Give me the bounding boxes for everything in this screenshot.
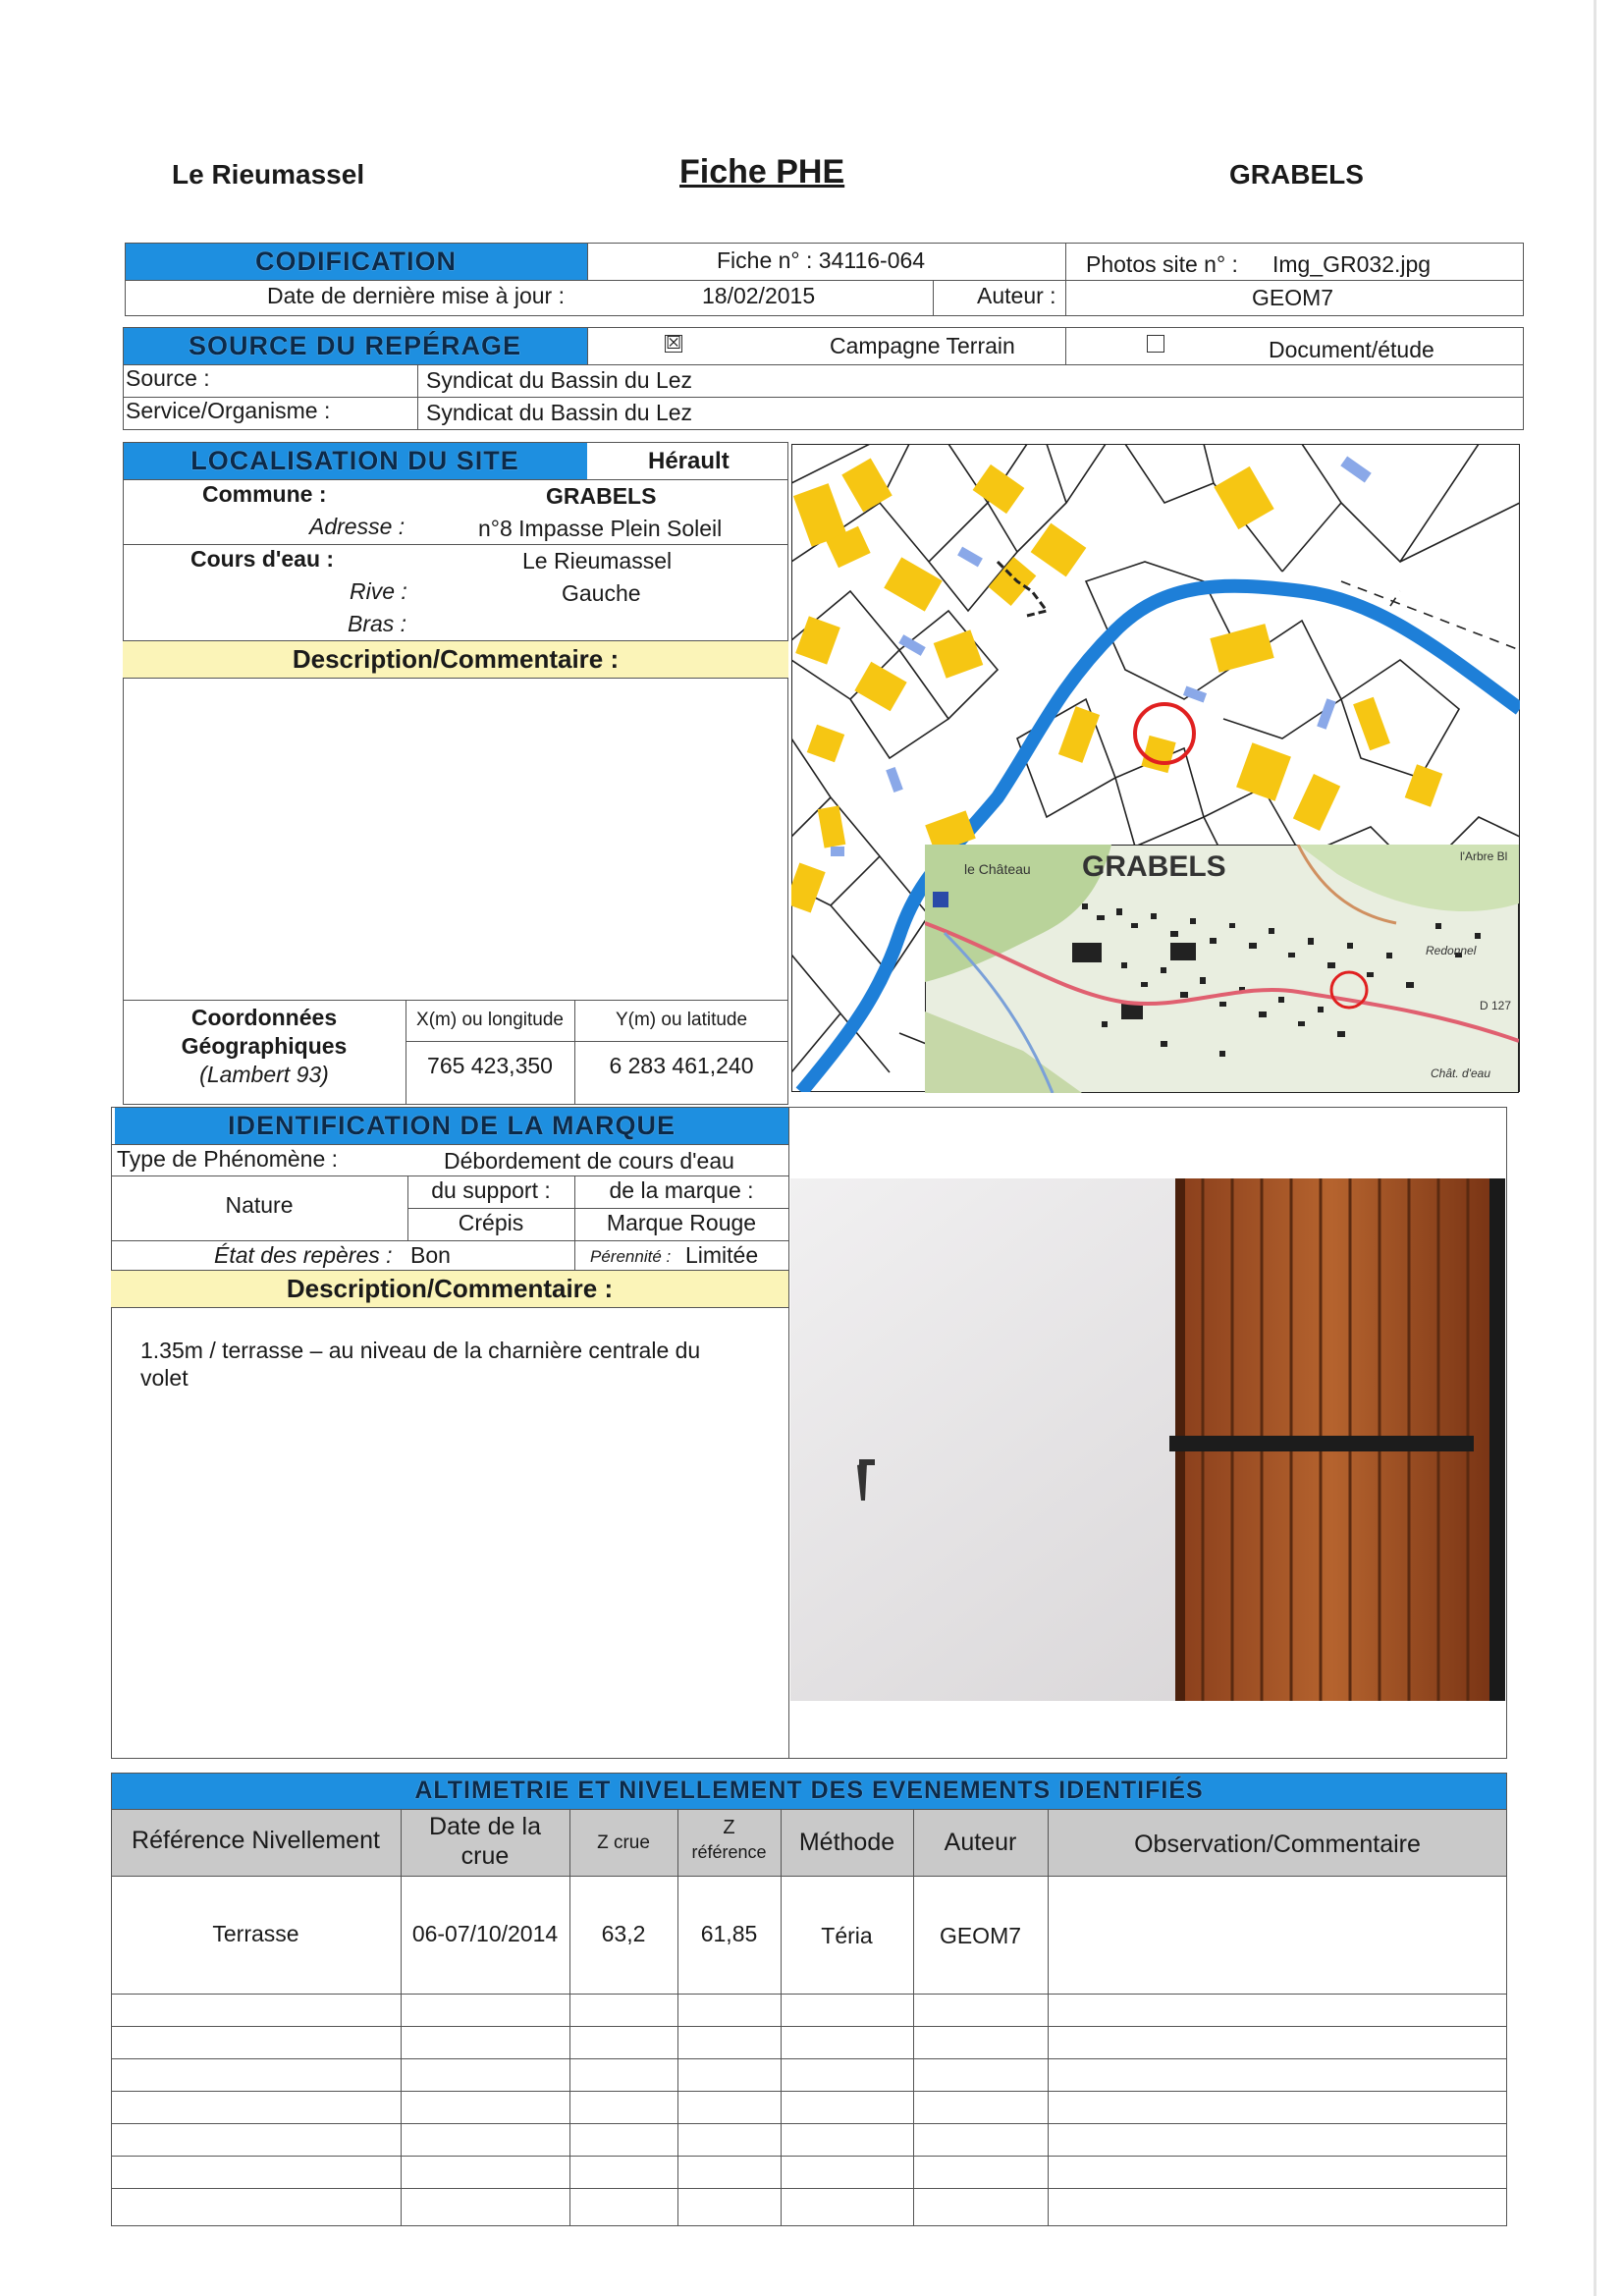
- row-date: 06-07/10/2014: [411, 1921, 559, 1946]
- header-zref-2: référence: [691, 1842, 767, 1862]
- marque-description-line-1: 1.35m / terrasse – au niveau de la charnière centrale du: [140, 1338, 701, 1363]
- fiche-number: Fiche n° : 34116-064: [717, 247, 926, 273]
- header-methode: Méthode: [798, 1829, 895, 1856]
- marque-label: de la marque :: [609, 1177, 754, 1203]
- etat-value: Bon: [410, 1242, 451, 1268]
- marque-description-line-2: volet: [140, 1365, 189, 1391]
- page-title: Fiche PHE: [679, 153, 845, 191]
- localisation-title: LOCALISATION DU SITE: [123, 442, 587, 479]
- support-label: du support :: [431, 1177, 551, 1203]
- header-auteur: Auteur: [944, 1829, 1017, 1856]
- x-value: 765 423,350: [427, 1053, 553, 1078]
- map-road-label: D 127: [1480, 999, 1512, 1012]
- cours-value: Le Rieumassel: [522, 548, 673, 574]
- rive-value: Gauche: [562, 580, 641, 606]
- coord-label-3: (Lambert 93): [199, 1062, 329, 1087]
- nature-label: Nature: [225, 1192, 294, 1218]
- map-chateau-label: le Château: [964, 861, 1031, 877]
- auteur-label: Auteur :: [977, 283, 1056, 308]
- perennite-label: Pérennité :: [590, 1247, 672, 1266]
- altimetrie-title: ALTIMETRIE ET NIVELLEMENT DES EVENEMENTS IDENTIFIÉS: [111, 1773, 1507, 1809]
- scan-edge: [1594, 0, 1596, 2296]
- service-label: Service/Organisme :: [126, 398, 331, 423]
- adresse-value: n°8 Impasse Plein Soleil: [478, 516, 723, 541]
- source-label: Source :: [126, 365, 210, 391]
- header-right: GRABELS: [1229, 159, 1364, 190]
- photos-value: Img_GR032.jpg: [1272, 251, 1432, 277]
- marque-title: IDENTIFICATION DE LA MARQUE: [115, 1107, 788, 1144]
- campagne-checkbox[interactable]: ☒: [666, 333, 682, 353]
- header-zref-1: Z: [723, 1817, 735, 1838]
- adresse-label: Adresse :: [309, 514, 406, 539]
- row-ref: Terrasse: [212, 1921, 299, 1946]
- campagne-label: Campagne Terrain: [830, 333, 1015, 358]
- coord-label-2: Géographiques: [181, 1033, 348, 1059]
- map-town-label: GRABELS: [1082, 850, 1226, 883]
- auteur-value: GEOM7: [1252, 285, 1334, 310]
- type-value: Débordement de cours d'eau: [444, 1148, 734, 1174]
- perennite-value: Limitée: [685, 1242, 759, 1268]
- row-auteur: GEOM7: [939, 1923, 1022, 1948]
- bras-label: Bras :: [348, 611, 407, 636]
- etat-label: État des repères :: [214, 1242, 393, 1268]
- header-zcrue: Z crue: [597, 1832, 650, 1853]
- map-redonnel-label: Redonnel: [1426, 944, 1477, 957]
- y-label: Y(m) ou latitude: [615, 1010, 748, 1030]
- header-date-2: crue: [460, 1842, 510, 1870]
- document-checkbox[interactable]: [1147, 335, 1164, 353]
- departement: Hérault: [648, 448, 730, 474]
- support-value: Crépis: [458, 1210, 524, 1235]
- map-chat-label: Chât. d'eau: [1431, 1066, 1491, 1080]
- y-value: 6 283 461,240: [609, 1053, 754, 1078]
- type-label: Type de Phénomène :: [117, 1146, 339, 1172]
- document-label: Document/étude: [1269, 337, 1434, 362]
- rive-label: Rive :: [350, 578, 407, 604]
- commune-value: GRABELS: [546, 483, 657, 509]
- x-label: X(m) ou longitude: [416, 1010, 564, 1030]
- row-methode: Téria: [821, 1923, 873, 1948]
- source-title: SOURCE DU REPÉRAGE: [123, 327, 587, 364]
- header-date-1: Date de la: [429, 1813, 541, 1840]
- map-arbre-label: l'Arbre Bl: [1460, 849, 1508, 863]
- marque-description-header: Description/Commentaire :: [111, 1271, 788, 1307]
- row-zref: 61,85: [700, 1921, 758, 1946]
- location-map: [925, 845, 1519, 1093]
- codification-title: CODIFICATION: [125, 243, 587, 280]
- coord-label-1: Coordonnées: [190, 1005, 338, 1030]
- marque-value: Marque Rouge: [606, 1210, 757, 1235]
- source-value: Syndicat du Bassin du Lez: [426, 367, 693, 393]
- header-left: Le Rieumassel: [172, 159, 365, 190]
- row-zcrue: 63,2: [601, 1921, 646, 1946]
- commune-label: Commune :: [202, 481, 327, 507]
- date-value: 18/02/2015: [702, 283, 816, 308]
- header-obs: Observation/Commentaire: [1134, 1831, 1421, 1858]
- cours-label: Cours d'eau :: [190, 546, 335, 572]
- date-label: Date de dernière mise à jour :: [267, 283, 565, 308]
- loc-description-header: Description/Commentaire :: [123, 640, 788, 678]
- site-photo: [790, 1178, 1505, 1701]
- photos-label: Photos site n° :: [1086, 251, 1238, 277]
- service-value: Syndicat du Bassin du Lez: [426, 400, 693, 425]
- header-ref: Référence Nivellement: [132, 1827, 380, 1854]
